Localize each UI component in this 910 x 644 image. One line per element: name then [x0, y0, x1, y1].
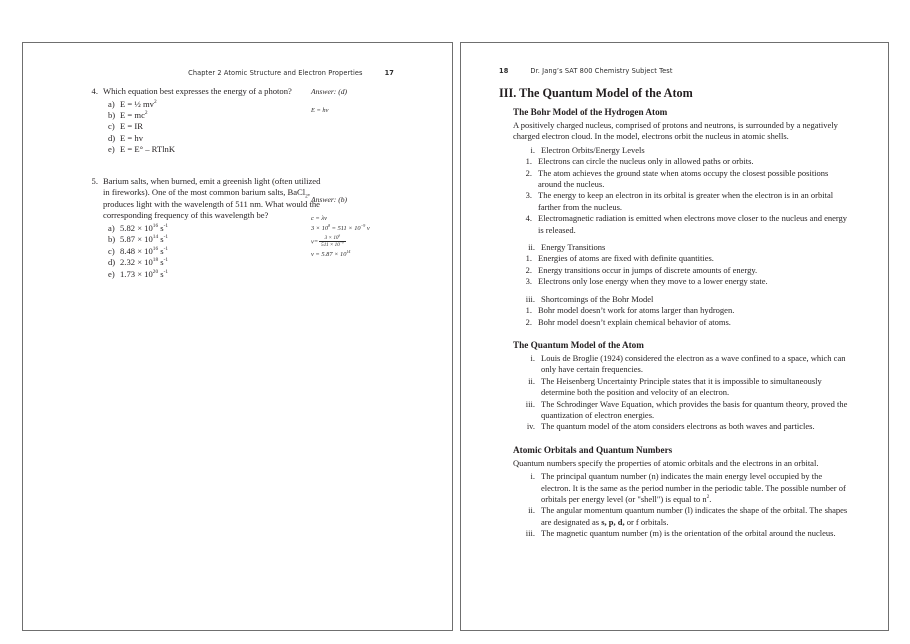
list-item [521, 276, 853, 287]
choice-5b[interactable]: b) $5.87 \times 10^{14}$ $s^{-1}$ [108, 234, 169, 245]
list-item [521, 253, 853, 264]
item-text-a: The angular momentum quantum number (l) indicates the shape of the orbital. The shapes are designated as [541, 505, 848, 527]
answer-5-work-line-2: $3 \times 10^8 = 511 \times 10^{-9}$ ν [311, 222, 370, 232]
bohr-group-iii-title: Shortcomings of the Bohr Model [541, 293, 654, 304]
page-folio-left: 17 [384, 69, 394, 77]
answer-5-work-line-3: ν= $\frac{3 \times 10^8}{511 \times 10^{-9}}$ [311, 233, 344, 248]
bohr-group-iii-header [521, 294, 853, 305]
list-item [521, 376, 853, 399]
choice-4c[interactable]: c) E = IR [108, 121, 143, 132]
answer-block-5 [311, 194, 441, 259]
list-item [521, 265, 853, 276]
item-text: Electrons only lose energy when they move to a lower energy state. [538, 276, 768, 287]
bohr-group-list [521, 145, 853, 156]
bohr-group-ii-header [521, 242, 853, 253]
fraction-numerator: $3 \times 10^8$ [324, 233, 341, 241]
bohr-group-ii-items [521, 253, 853, 287]
item-text: The quantum model of the atom considers electrons as both waves and particles. [541, 421, 815, 432]
bohr-group-iii-marker: iii. [525, 293, 535, 304]
bohr-group-ii [521, 242, 853, 253]
questions-column [86, 86, 328, 297]
item-text: Bohr model doesn’t explain chemical behavior of atoms. [538, 316, 731, 327]
bohr-group-i-items [521, 156, 853, 236]
chapter-title: Chapter 2 Atomic Structure and Electron Properties [188, 69, 363, 77]
answers-column [311, 86, 441, 260]
item-superscript: 2 [706, 494, 710, 501]
choice-4e-label: e) [108, 144, 115, 155]
item-marker: ii. [528, 375, 535, 386]
item-text: The Heisenberg Uncertainty Principle states that it is impossible to simultaneously determine both the position and velocity of an electron. [541, 375, 822, 398]
answer-4-label: Answer: (d) [311, 87, 348, 96]
item-marker: 1. [525, 156, 532, 167]
item-marker: 1. [525, 305, 532, 316]
list-item [521, 168, 853, 191]
bohr-heading: The Bohr Model of the Hydrogen Atom [513, 107, 668, 117]
book-title: Dr. Jang’s SAT 800 Chemistry Subject Test [530, 67, 673, 75]
item-marker: 3. [525, 276, 532, 287]
right-page-content [499, 86, 853, 540]
list-item [521, 305, 853, 316]
list-item [521, 213, 853, 236]
fraction-denominator: $511 \times 10^{-9}$ [321, 240, 344, 248]
item-text [541, 505, 853, 528]
list-item [521, 190, 853, 213]
right-page [460, 42, 889, 631]
question-5-stem: Barium salts, when burned, emit a greenish light (often utilized in fireworks). One of the most common barium salts, BaCl$_2$, produces light with the wavelength of 511 nm. What would the corresponding frequency of this wavelength be? [103, 175, 321, 221]
frequency-fraction [319, 235, 345, 249]
list-item [521, 399, 853, 422]
answer-5-work [311, 214, 441, 259]
item-marker: ii. [528, 505, 535, 516]
section-heading-text: The Quantum Model of the Atom [519, 86, 693, 100]
list-item [521, 421, 853, 432]
item-text: The Schrodinger Wave Equation, which provides the basis for quantum theory, proved the quantization of electron energies. [541, 398, 848, 420]
item-marker: 3. [525, 190, 532, 201]
choice-4d-label: d) [108, 132, 116, 143]
choice-5d-label: d) [108, 257, 116, 268]
choice-4d[interactable]: d) E = hv [108, 132, 143, 143]
item-marker: 2. [525, 264, 532, 275]
choice-4b[interactable]: b) $E = mc^2$ [108, 110, 148, 120]
orbitals-items [521, 471, 853, 539]
answer-5-work-line-4: $\nu = 5.87 \times 10^{14}$ [311, 248, 351, 258]
item-marker: iii. [525, 398, 535, 409]
list-item [521, 156, 853, 167]
answer-5-work-line-1: c = λν [311, 215, 327, 222]
choice-4a-label: a) [108, 98, 115, 109]
answer-5-label: Answer: (b) [311, 195, 348, 204]
item-text-b: . [709, 493, 712, 504]
page-folio-right: 18 [499, 67, 509, 75]
list-item [521, 353, 853, 376]
choice-5a-label: a) [108, 223, 115, 233]
choice-4a[interactable]: a) E = ½ $mv^2$ [108, 98, 157, 109]
list-item [521, 317, 853, 328]
answer-4-work-line-1: E = hν [311, 107, 329, 114]
left-page-running-head [188, 69, 394, 77]
answer-4-work [311, 106, 441, 115]
item-text: Electrons can circle the nucleus only in allowed paths or orbits. [538, 156, 754, 167]
choice-5c[interactable]: c) $8.48 \times 10^{16}$ $s^{-1}$ [108, 245, 169, 256]
answer-block-4 [311, 86, 441, 115]
right-page-running-head [499, 67, 673, 75]
item-marker: iii. [525, 528, 535, 539]
bohr-group-ii-title: Energy Transitions [541, 242, 606, 253]
item-text: Electromagnetic radiation is emitted when electrons move closer to the nucleus and energy is released. [538, 213, 848, 235]
section-heading [499, 86, 853, 101]
item-text-a: The principal quantum number (n) indicates the main energy level occupied by the electron. It is the same as the period number in the periodic table. The possible number of orbitals per energy level (or "shell") is equal to n [541, 471, 846, 504]
item-text: The energy to keep an electron in its orbital is greater when the electron is in an orbital farther from the nucleus. [538, 190, 834, 212]
quantum-heading: The Quantum Model of the Atom [513, 339, 644, 350]
question-4-choices [108, 99, 328, 156]
choice-5d[interactable]: d) $2.32 \times 10^{18}$ $s^{-1}$ [108, 257, 169, 268]
question-4-stem: Which equation best expresses the energy of a photon? [103, 86, 292, 96]
item-text: Louis de Broglie (1924) considered the electron as a wave confined to a space, which can only have certain frequencies. [541, 352, 846, 375]
orbitals-heading: Atomic Orbitals and Quantum Numbers [513, 444, 673, 455]
item-text: Bohr model doesn’t work for atoms larger than hydrogen. [538, 305, 735, 316]
choice-5c-label: c) [108, 245, 115, 256]
left-page [22, 42, 453, 631]
choice-5e-label: e) [108, 268, 115, 279]
choice-4b-label: b) [108, 110, 116, 120]
quantum-items [521, 353, 853, 433]
item-marker: 4. [525, 213, 532, 224]
choice-4c-label: c) [108, 121, 115, 132]
list-item [521, 505, 853, 528]
bohr-group-ii-marker: ii. [528, 242, 535, 253]
question-5-number: 5. [91, 175, 98, 186]
question-4-number: 4. [91, 86, 98, 96]
bohr-group-i-marker: i. [530, 144, 535, 155]
item-marker: 2. [525, 167, 532, 178]
item-text: The magnetic quantum number (m) is the orientation of the orbital around the nucleus. [541, 528, 836, 539]
list-item [521, 471, 853, 505]
item-text: Energies of atoms are fixed with definite quantities. [538, 253, 714, 264]
item-text-b: or f orbitals. [624, 516, 669, 527]
question-4 [86, 86, 328, 156]
orbital-shape-list: s, p, d, [601, 516, 625, 527]
question-5 [86, 176, 328, 280]
item-marker: i. [530, 471, 535, 482]
choice-5e[interactable]: e) $1.73 \times 10^{20}$ $s^{-1}$ [108, 268, 169, 279]
bohr-group-iii-items [521, 305, 853, 328]
item-text: The atom achieves the ground state when atoms occupy the closest possible positions around the nucleus. [538, 167, 829, 190]
item-marker: 2. [525, 316, 532, 327]
item-marker: iv. [526, 421, 535, 432]
choice-4e[interactable]: e) E = E° – RTlnK [108, 144, 176, 155]
choice-5a[interactable]: a) $5.82 \times 10^{16}$ $s^{-1}$ [108, 223, 169, 233]
list-item [521, 528, 853, 539]
bohr-group-i [521, 145, 853, 156]
orbitals-intro: Quantum numbers specify the properties of atomic orbitals and the electrons in an orbital. [513, 457, 819, 468]
bohr-intro: A positively charged nucleus, comprised of protons and neutrons, is surrounded by a negatively charged electron cloud. In the model, electrons orbit the nucleus in atomic shells. [513, 120, 838, 142]
item-text [541, 471, 853, 505]
bohr-group-iii [521, 294, 853, 305]
item-marker: i. [530, 352, 535, 363]
bohr-group-i-title: Electron Orbits/Energy Levels [541, 144, 645, 155]
section-numeral: III. [499, 86, 517, 100]
item-marker: 1. [525, 253, 532, 264]
question-5-choices [108, 223, 328, 280]
item-text: Energy transitions occur in jumps of discrete amounts of energy. [538, 264, 758, 275]
choice-5b-label: b) [108, 234, 116, 245]
